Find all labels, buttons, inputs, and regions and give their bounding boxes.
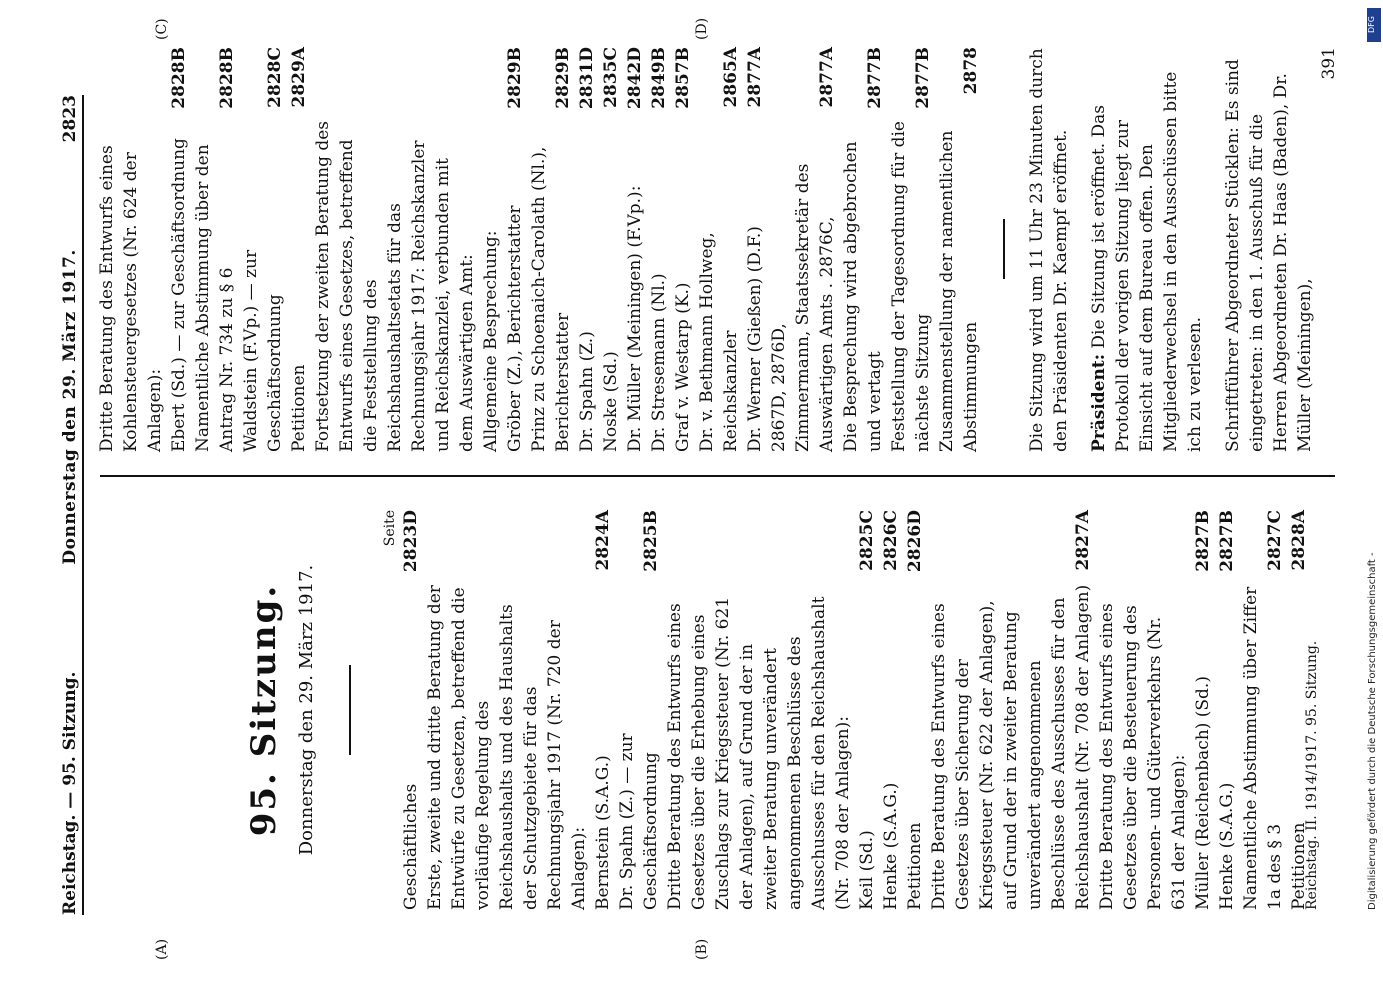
toc-entry-text: Müller (Reichenbach) (Sd.) <box>1193 676 1213 910</box>
toc-entry-text: Keil (Sd.) <box>857 830 877 910</box>
toc-entry <box>527 47 575 452</box>
toc-entry <box>591 510 615 910</box>
toc-entry-page: 2842D <box>625 47 645 110</box>
toc-entry <box>503 47 527 452</box>
toc-entry <box>1215 510 1239 910</box>
toc-entry-page: 2827C <box>1265 510 1285 571</box>
toc-entry <box>615 510 663 910</box>
toc-entry <box>575 47 599 452</box>
toc-entry-text: Dr. Spahn (Z.) <box>577 331 597 452</box>
toc-entry-page: 2826C <box>881 510 901 571</box>
toc-entry <box>311 47 479 452</box>
toc-entry <box>663 510 855 910</box>
toc-entry-page: 2828B <box>169 47 189 109</box>
toc-entry-text: Dr. v. Bethmann Hollweg, Reichskanzler <box>697 232 741 452</box>
running-header <box>52 95 84 915</box>
toc-entry-text: Zimmermann, Staatssekretär des Auswärtigen Amts . 2876C, <box>793 163 837 452</box>
toc-entry-text: Feststellung der Tagesordnung für die nächste Sitzung <box>889 121 933 452</box>
toc-entry <box>1095 510 1191 910</box>
header-left: Reichstag. — 95. Sitzung. <box>60 671 80 915</box>
page-footer: Reichstag. II. 1914/1917. 95. Sitzung. <box>1304 640 1320 910</box>
toc-entry-text: Noske (Sd.) <box>601 351 621 452</box>
toc-entry-page: 2827A <box>1073 510 1093 571</box>
toc-entry-page: 2877B <box>913 47 933 109</box>
toc-entry-text: Prinz zu Schoenaich-Carolath (Nl.), Berichterstatter <box>529 146 573 452</box>
toc-entry-text: Dr. Müller (Meiningen) (F.Vp.): <box>625 185 645 452</box>
toc-entry-text: Allgemeine Besprechung: <box>481 230 501 452</box>
toc-entry <box>879 510 903 910</box>
toc-entry <box>791 47 839 452</box>
toc-entry <box>287 47 311 452</box>
title-rule <box>349 665 351 755</box>
toc-entry-text: 2867D, 2876D, <box>769 323 789 452</box>
toc-entry-page: 2827B <box>1217 510 1237 572</box>
toc-entry-page: 2825C <box>857 510 877 571</box>
toc-entry-text: Petitionen <box>1289 822 1309 910</box>
toc-entry-page: 2877A <box>817 47 837 108</box>
toc-entry <box>95 47 167 452</box>
toc-entry-page: 2828C <box>265 47 285 108</box>
toc-entry <box>839 47 887 452</box>
toc-entry-text: Dritte Beratung des Entwurfs eines Gesetzes über Sicherung der Kriegssteuer (Nr. 622 der Anlagen), auf Grund der in zweiter Beratung unverändert angenommenen Beschlüsse des Ausschusses für den Reichshaushalt (Nr. 708 der Anlagen) <box>929 584 1093 910</box>
president-paragraph <box>1087 47 1207 452</box>
toc-entry <box>191 47 239 452</box>
toc-entry <box>167 47 191 452</box>
toc-entry-text: Henke (S.A.G.) <box>1217 782 1237 910</box>
toc-entry <box>767 47 791 452</box>
toc-entry <box>1191 510 1215 910</box>
toc-entry-page: 2829B <box>553 47 573 109</box>
toc-entry <box>927 510 1095 910</box>
toc-entry <box>903 510 927 910</box>
toc-entry <box>239 47 287 452</box>
toc-entry <box>623 47 647 452</box>
toc-entry <box>479 47 503 452</box>
right-column <box>95 47 1341 452</box>
toc-entry-text: Bernstein (S.A.G.) <box>593 755 613 910</box>
right-toc <box>95 47 983 452</box>
toc-entry-text: Dritte Beratung des Entwurfs eines Gesetzes über die Erhebung eines Zuschlags zur Kriegssteuer (Nr. 621 der Anlagen), auf Grund der in zweiter Beratung unverändert angenommenen Beschlüsse des Ausschusses für den Reichshaushalt (Nr. 708 der Anlagen): <box>665 596 853 910</box>
toc-entry-page: 2877B <box>865 47 885 109</box>
digitization-credit: Digitalisierung gefördert durch die Deutsche Forschungsgemeinschaft - <box>1367 552 1378 910</box>
toc-entry-text: Dr. Spahn (Z.) — zur Geschäftsordnung <box>617 733 661 910</box>
toc-entry-text: Namentliche Abstimmung über den Antrag Nr. 734 zu § 6 <box>193 144 237 452</box>
column-divider <box>100 475 1335 477</box>
header-page-number: 2823 <box>60 95 80 143</box>
seite-label: Seite <box>382 510 398 547</box>
toc-entry-text: Petitionen <box>289 364 309 452</box>
toc-entry-page: 2878 <box>961 47 981 95</box>
toc-entry-text: Namentliche Abstimmung über Ziffer 1a des § 3 <box>1241 586 1285 910</box>
toc-entry <box>695 47 743 452</box>
toc-entry-page: 2865A <box>721 47 741 108</box>
toc-entry-text: Henke (S.A.G.) <box>881 782 901 910</box>
toc-entry-page: 2831D <box>577 47 597 110</box>
toc-entry-page: 2826D <box>905 510 925 573</box>
toc-entry-text: Geschäftliches <box>401 783 421 910</box>
president-label: Präsident: <box>1089 354 1109 452</box>
margin-marker-c: (C) <box>154 18 170 40</box>
opening-paragraph: Die Sitzung wird um 11 Uhr 23 Minuten durch den Präsidenten Dr. Kaempf eröffnet. <box>1027 48 1071 452</box>
toc-entry-text: Waldstein (F.Vp.) — zur Geschäftsordnung <box>241 249 285 452</box>
toc-entry <box>423 510 591 910</box>
margin-marker-a: (A) <box>154 938 170 960</box>
sheet-number: 391 <box>1319 47 1339 80</box>
toc-entry-text: Die Besprechung wird abgebrochen und vertagt <box>841 141 885 452</box>
toc-entry <box>887 47 935 452</box>
toc-entry-page: 2827B <box>1193 510 1213 572</box>
toc-entry-page: 2829B <box>505 47 525 109</box>
toc-entry <box>671 47 695 452</box>
section-rule <box>1003 220 1005 280</box>
toc-entry-text: Gröber (Z.), Berichterstatter <box>505 205 525 452</box>
toc-entry-text: Dritte Beratung des Entwurfs eines Kohlensteuergesetzes (Nr. 624 der Anlagen): <box>97 145 165 452</box>
toc-entry-page: 2828B <box>217 47 237 109</box>
toc-entry <box>935 47 983 452</box>
toc-entry-text: Dr. Werner (Gießen) (D.F.) <box>745 226 765 452</box>
left-column <box>95 510 1311 910</box>
toc-entry-page: 2835C <box>601 47 621 108</box>
toc-entry-text: Petitionen <box>905 822 925 910</box>
toc-entry <box>647 47 671 452</box>
toc-entry-page: 2829A <box>289 47 309 108</box>
toc-entry-page: 2849B <box>649 47 669 109</box>
toc-entry-page: 2824A <box>593 510 613 571</box>
toc-entry-text: Fortsetzung der zweiten Beratung des Entwurfs eines Gesetzes, betreffend die Feststellung des Reichshaushaltsetats für das Rechnungsjahr 1917: Reichskanzler und Reichskanzlei, verbunden mit dem Auswärtigen Amt: <box>313 120 477 452</box>
toc-entry-text: Erste, zweite und dritte Beratung der Entwürfe zu Gesetzen, betreffend die vorläufige Regelung des Reichshaushalts und des Haushalts der Schutzgebiete für das Rechnungsjahr 1917 (Nr. 720 der Anlagen): <box>425 585 589 910</box>
toc-entry <box>743 47 767 452</box>
toc-entry-page: 2857B <box>673 47 693 109</box>
margin-marker-b: (B) <box>694 938 710 960</box>
toc-entry-text: Dritte Beratung des Entwurfs eines Gesetzes über die Besteuerung des Personen- und Güterverkehrs (Nr. 631 der Anlagen): <box>1097 603 1189 910</box>
toc-entry <box>599 47 623 452</box>
minutes-text <box>1025 47 1341 452</box>
toc-entry-text: Zusammenstellung der namentlichen Abstimmungen <box>937 130 981 452</box>
toc-entry-text: Ebert (Sd.) — zur Geschäftsordnung <box>169 138 189 452</box>
toc-entry <box>1239 510 1287 910</box>
toc-entry-page: 2825B <box>641 510 661 572</box>
dfg-logo: DFG <box>1367 8 1381 42</box>
toc-entry <box>399 510 423 910</box>
session-title: 95. Sitzung. <box>244 583 284 837</box>
secretary-paragraph: Schriftführer Abgeordneter Stücklen: Es sind eingetreten: in den 1. Ausschuß für die Herren Abgeordneten Dr. Haas (Baden), Dr. Müller (Meiningen), <box>1223 59 1315 452</box>
president-text: Die Sitzung ist eröffnet. Das Protokoll der vorigen Sitzung liegt zur Einsicht auf dem Bureau offen. Den Mitgliederwechsel in den Ausschüssen bitte ich zu verlesen. <box>1089 71 1205 452</box>
toc-entry-page: 2828A <box>1289 510 1309 571</box>
toc-entry-page: 2877A <box>745 47 765 108</box>
toc-entry-text: Dr. Stresemann (Nl.) <box>649 273 669 452</box>
margin-marker-d: (D) <box>694 17 710 40</box>
header-center: Donnerstag den 29. März 1917. <box>60 249 80 565</box>
session-date: Donnerstag den 29. März 1917. <box>296 564 317 856</box>
toc-entry <box>855 510 879 910</box>
toc-entry-page: 2823D <box>401 510 421 573</box>
left-toc <box>399 510 1311 910</box>
toc-entry-text: Graf v. Westarp (K.) <box>673 282 693 452</box>
